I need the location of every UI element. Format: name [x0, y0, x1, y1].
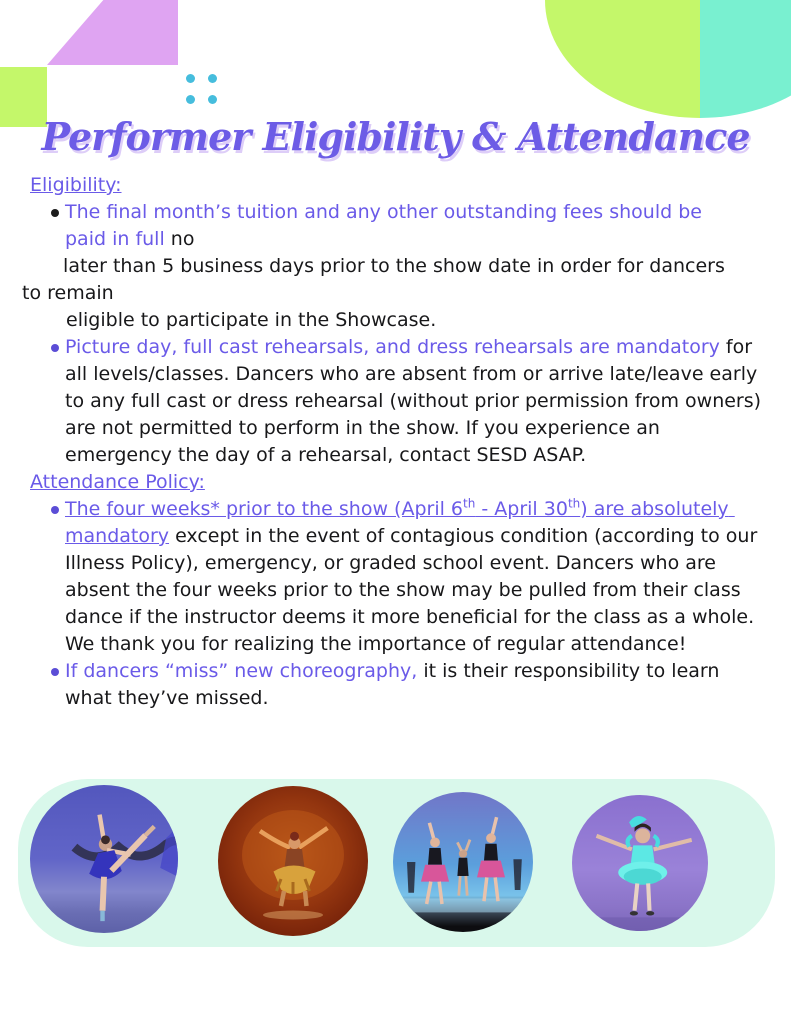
bullet-text-line: paid in full no: [65, 228, 195, 250]
dancer-illustration: [218, 786, 368, 936]
bullet-icon: [51, 506, 59, 514]
bullet-icon: [51, 209, 59, 217]
photo-panel: [18, 779, 775, 947]
page-title: Performer Eligibility & Attendance: [41, 114, 750, 159]
photo-ballerina-arabesque: [30, 785, 178, 933]
bullet-text-line: later than 5 business days prior to the show date in order for dancers: [57, 255, 725, 277]
bullet-text-line: The final month’s tuition and any other outstanding fees should be: [65, 201, 702, 223]
photo-group-dance: [393, 792, 533, 932]
bullet-text-line: eligible to participate in the Showcase.: [60, 309, 437, 331]
bullet-icon: [51, 344, 59, 352]
photo-young-dancer-teal-tutu: [572, 795, 708, 931]
bullet-icon: [51, 668, 59, 676]
eligibility-heading: Eligibility:: [30, 174, 122, 196]
ballerina-illustration: [30, 785, 178, 933]
bullet-tuition-deadline: [22, 199, 765, 334]
flyer-body: [22, 172, 768, 712]
bullet-text: Picture day, full cast rehearsals, and dress rehearsals are mandatory for all levels/classes. Dancers who are absent from or arrive late/leave early to any full cast or dress rehearsal (without prior permission from owners) are not permitted to perform in the show. If you experience an emergency the day of a rehearsal, contact SESD ASAP.: [65, 336, 768, 466]
attendance-policy-heading: Attendance Policy:: [30, 471, 205, 493]
lavender-trapezoid-shape: [47, 0, 178, 65]
bullet-text-line: to remain: [22, 282, 114, 304]
bullet-text: The four weeks* prior to the show (April 6th - April 30th) are absolutely mandatory except in the event of contagious condition (according to our Illness Policy), emergency, or graded school event. Dancers who are absent the four weeks prior to the show may be pulled from their class dance if the instructor deems it more beneficial for the class as a whole. We thank you for realizing the importance of regular attendance!: [65, 496, 764, 655]
bullet-missed-choreography: [30, 658, 765, 712]
photo-dancer-red-stage: [218, 786, 368, 936]
lime-mint-half-circle-shape: [545, 0, 791, 118]
dot-icon: [208, 74, 217, 83]
dot-icon: [208, 95, 217, 104]
young-dancer-illustration: [572, 795, 708, 931]
bullet-four-weeks-mandatory: [30, 496, 765, 658]
dance-group-illustration: [393, 792, 533, 932]
bullet-text: If dancers “miss” new choreography, it is their responsibility to learn what they’ve missed.: [65, 660, 726, 709]
dot-icon: [186, 74, 195, 83]
dot-icon: [186, 95, 195, 104]
bullet-mandatory-rehearsals: [30, 334, 768, 469]
teal-dots-decoration: [186, 74, 217, 104]
